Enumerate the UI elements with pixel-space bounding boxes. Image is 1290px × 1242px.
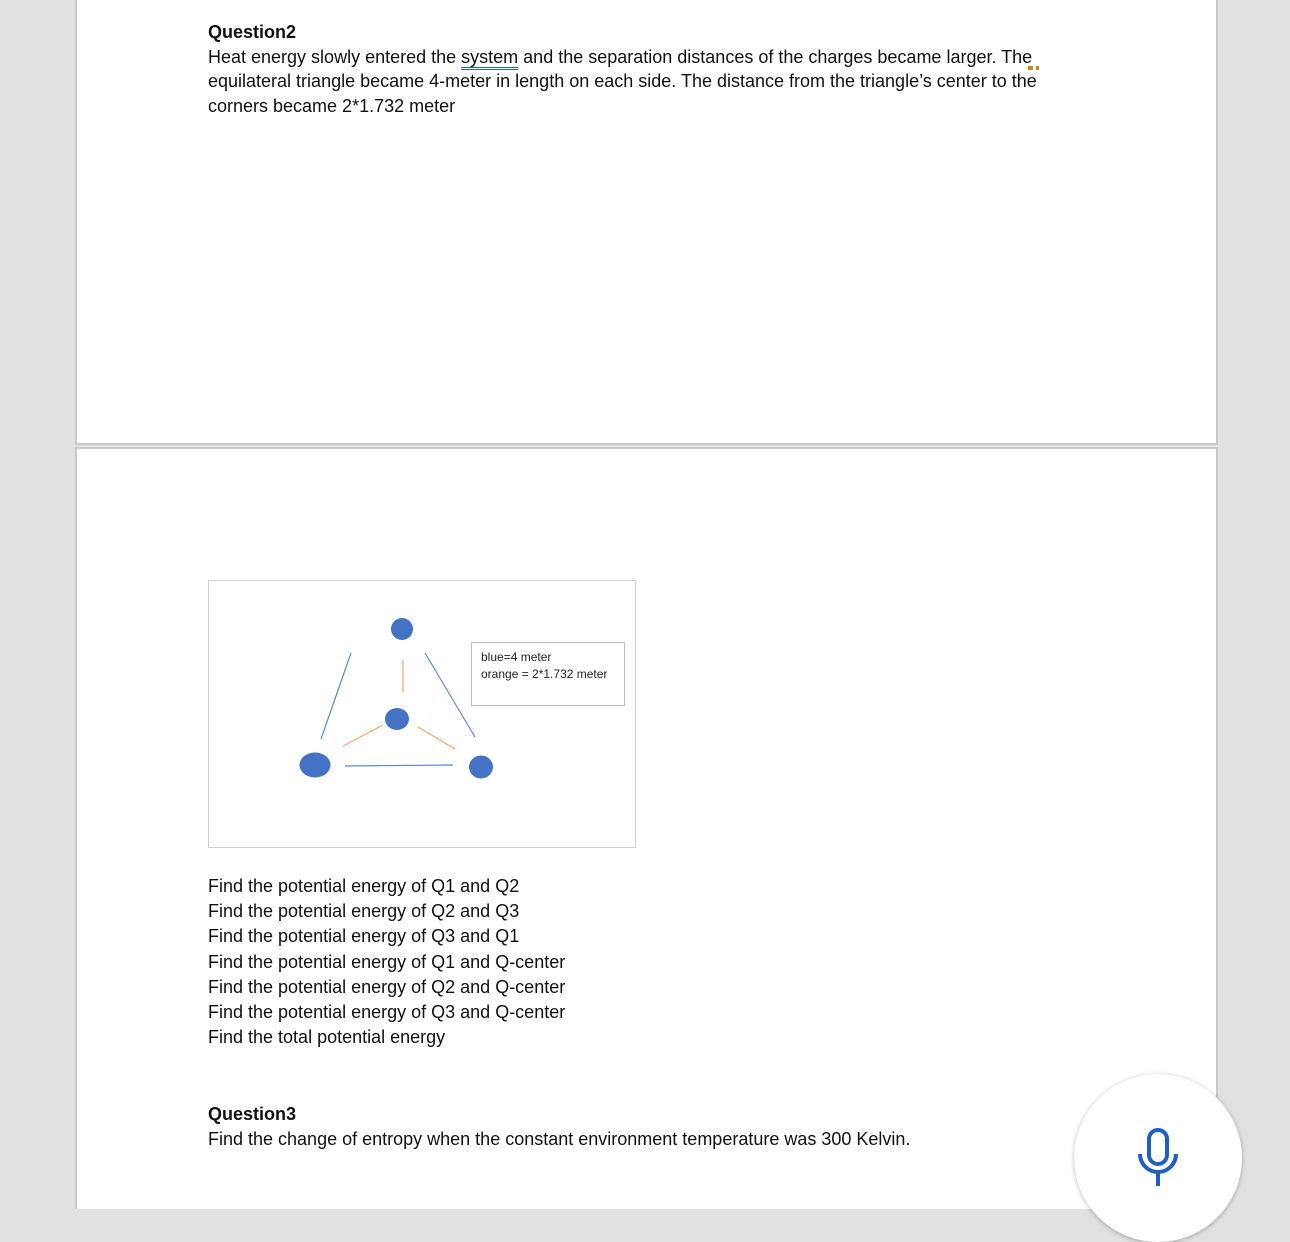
legend-orange: orange = 2*1.732 meter — [481, 667, 608, 681]
task-item: Find the potential energy of Q3 and Q-center — [208, 1001, 566, 1022]
charge-q3 — [469, 756, 493, 779]
question2-heading: Question2 — [208, 22, 297, 42]
task-item: Find the potential energy of Q1 and Q2 — [208, 876, 520, 896]
side-q2-q3 — [345, 765, 453, 766]
charge-q1 — [391, 618, 413, 640]
task-item: Find the potential energy of Q3 and Q1 — [208, 926, 520, 947]
question2-block — [208, 20, 1088, 118]
document-page-1 — [75, 0, 1218, 445]
flagged-word-system[interactable]: system — [461, 46, 519, 67]
figure-legend — [471, 642, 625, 706]
side-q1-q3 — [425, 653, 475, 737]
document-page-2 — [75, 447, 1218, 1209]
question2-body-start: Heat energy slowly entered the — [208, 46, 462, 67]
question2-body-end: and the separation distances of the charges became larger. The equilateral triangle became 4-meter in length on each side. The distance from the triangle’s center to the corners became 2*1.732 meter — [208, 46, 1037, 116]
question3-body: Find the change of entropy when the constant environment temperature was 300 Kelvin. — [208, 1128, 911, 1149]
task-item: Find the potential energy of Q1 and Q-center — [208, 951, 566, 972]
task-list — [208, 874, 808, 1050]
question3-block — [208, 1102, 1108, 1151]
task-item: Find the potential energy of Q2 and Q3 — [208, 901, 520, 922]
dictate-button[interactable] — [1074, 1074, 1242, 1242]
charge-triangle-figure — [208, 580, 636, 848]
question2-body — [208, 45, 1088, 119]
side-q1-q2 — [321, 653, 351, 739]
radius-q3-center — [418, 727, 455, 749]
radius-q2-center — [343, 725, 383, 746]
grammar-suggestion-marker[interactable] — [1028, 66, 1040, 70]
charge-q-center — [385, 708, 409, 730]
task-item: Find the total potential energy — [208, 1027, 446, 1048]
legend-blue: blue=4 meter — [481, 650, 552, 664]
microphone-icon — [1130, 1124, 1186, 1190]
question3-heading: Question3 — [208, 1104, 297, 1124]
triangle-diagram — [209, 581, 635, 847]
task-item: Find the potential energy of Q2 and Q-center — [208, 976, 566, 997]
charge-q2 — [300, 753, 331, 778]
